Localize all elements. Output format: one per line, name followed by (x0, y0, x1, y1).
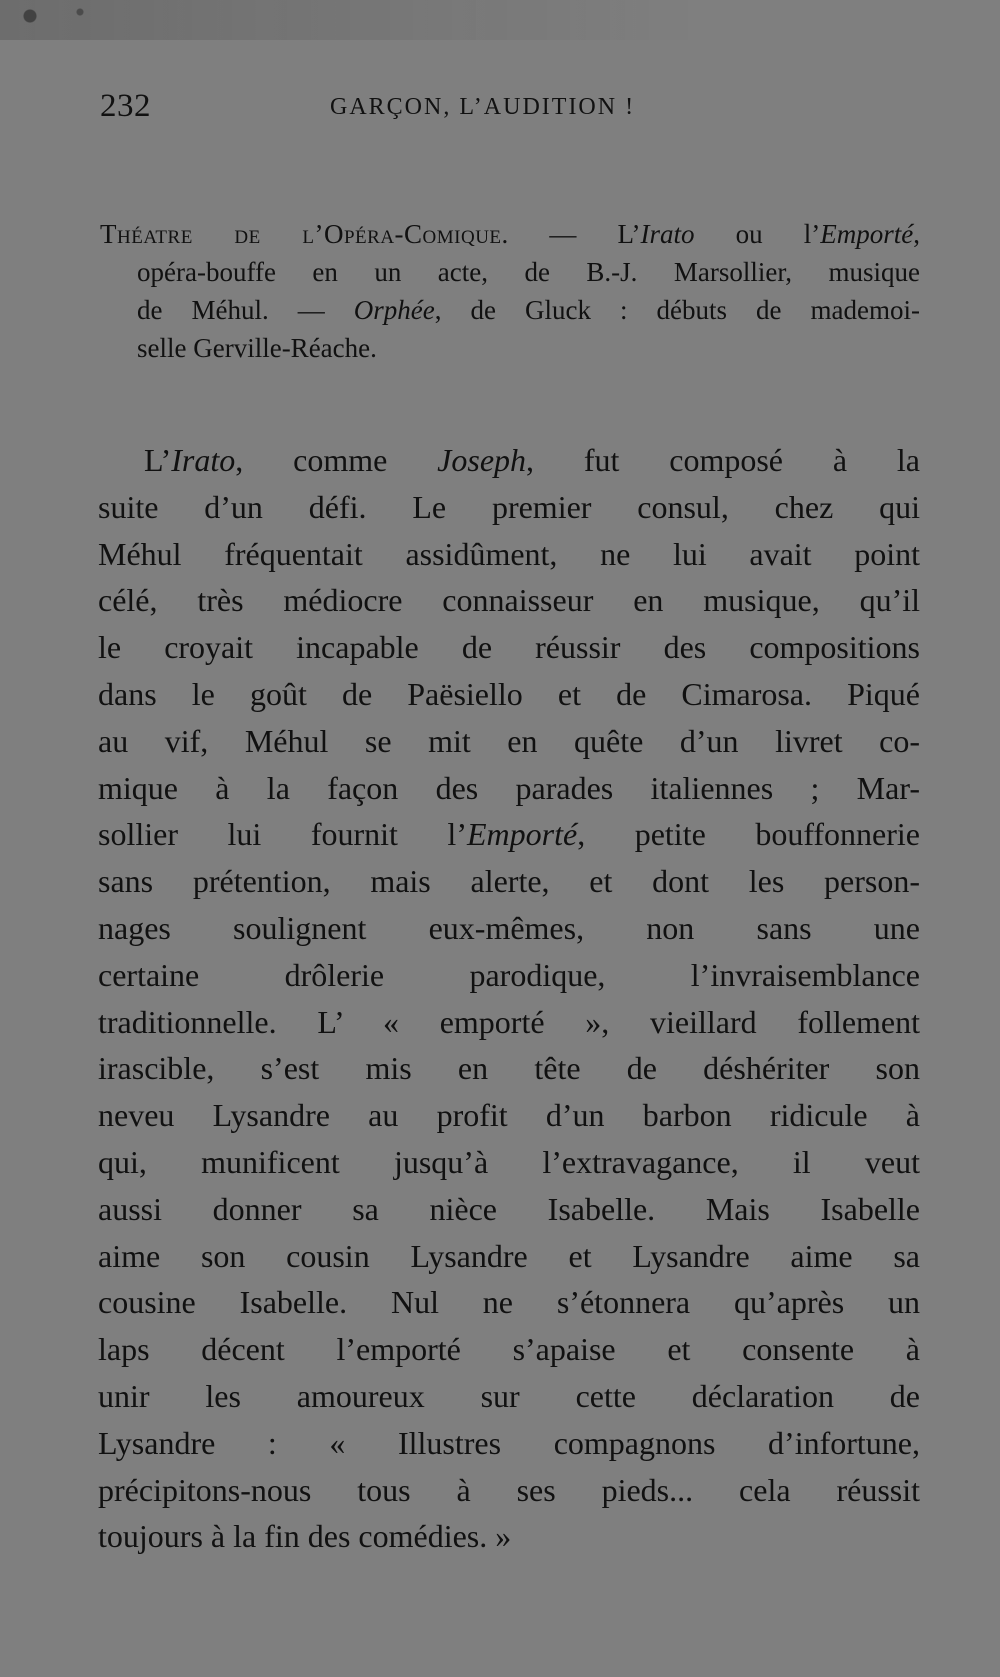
text-run: aussi donner sa nièce Isabelle. Mais Isabelle (98, 1190, 920, 1227)
paragraph-line (98, 1420, 920, 1467)
italic-title: Orphée (353, 295, 435, 325)
paragraph-line (98, 952, 920, 999)
text-run: sollier lui fournit l’ (98, 816, 467, 853)
text-run: Méhul fréquentait assidûment, ne lui avait point (98, 535, 920, 572)
text-run: précipitons-nous tous à ses pieds... cela réussit (98, 1471, 920, 1508)
paragraph-line (98, 1233, 920, 1280)
text-run: suite d’un défi. Le premier consul, chez qui (98, 488, 920, 525)
text-run: le croyait incapable de réussir des compositions (98, 629, 920, 666)
paragraph-line (98, 858, 920, 905)
text-run: ou l’ (694, 219, 821, 249)
text-run: célé, très médiocre connaisseur en musique, qu’il (98, 582, 920, 619)
paragraph-line (98, 765, 920, 812)
text-run: Lysandre : « Illustres compagnons d’infortune, (98, 1424, 920, 1461)
text-run: , comme (235, 442, 438, 478)
text-run: aime son cousin Lysandre et Lysandre aime sa (98, 1237, 920, 1274)
paragraph-line (98, 1279, 920, 1326)
text-run: au vif, Méhul se mit en quête d’un livret co- (98, 722, 920, 759)
performance-heading (100, 215, 920, 367)
paragraph-line (98, 1326, 920, 1373)
text-run: qui, munificent jusqu’à l’extravagance, il veut (98, 1143, 920, 1180)
heading-line (100, 291, 920, 329)
text-run: unir les amoureux sur cette déclaration de (98, 1377, 920, 1414)
paragraph-line (98, 531, 920, 578)
text-run: selle Gerville-Réache. (137, 333, 377, 363)
heading-line (100, 329, 920, 367)
paragraph-line (98, 624, 920, 671)
text-run: cousine Isabelle. Nul ne s’étonnera qu’après un (98, 1284, 920, 1321)
paragraph-line (98, 999, 920, 1046)
italic-title: Joseph (437, 442, 527, 478)
page-number: 232 (100, 88, 151, 124)
paragraph-line (98, 811, 920, 858)
body-paragraph (98, 437, 920, 1560)
italic-title: Emporté (466, 816, 578, 853)
text-run: , de Gluck : débuts de mademoi- (434, 295, 920, 325)
scan-artifact (0, 0, 1000, 40)
text-run: laps décent l’emporté s’apaise et consente à (98, 1331, 920, 1368)
italic-title: Irato (640, 219, 695, 249)
text-run: de Méhul. — (137, 295, 354, 325)
text-run: dans le goût de Paësiello et de Cimarosa. Piqué (98, 675, 920, 712)
text-run: , fut composé à la (526, 442, 921, 478)
paragraph-line (98, 437, 920, 484)
paragraph-line (98, 1045, 920, 1092)
text-run: opéra-bouffe en un acte, de B.-J. Marsollier, musique (137, 257, 920, 287)
text-run: . — L’ (501, 219, 641, 249)
paragraph-line (98, 577, 920, 624)
paragraph-line (98, 671, 920, 718)
italic-title: Irato (171, 442, 236, 478)
text-run: sans prétention, mais alerte, et dont les person- (98, 863, 920, 900)
text-run: mique à la façon des parades italiennes ; Mar- (98, 769, 920, 806)
heading-line (100, 253, 920, 291)
text-run: L’ (144, 442, 172, 478)
text-run: toujours à la fin des comédies. » (98, 1518, 512, 1555)
running-head (100, 88, 920, 128)
text-run: traditionnelle. L’ « emporté », vieillard follement (98, 1003, 920, 1040)
text-run: , (913, 219, 920, 249)
paragraph-line (98, 484, 920, 531)
paragraph-line (98, 1513, 920, 1560)
paragraph-line (98, 1373, 920, 1420)
text-run: irascible, s’est mis en tête de déshériter son (98, 1050, 920, 1087)
heading-line (100, 215, 920, 253)
text-run: , petite bouffonnerie (577, 816, 921, 853)
paragraph-line (98, 1467, 920, 1514)
paragraph-line (98, 718, 920, 765)
text-run: nages soulignent eux-mêmes, non sans une (98, 909, 920, 946)
paragraph-line (98, 905, 920, 952)
paragraph-line (98, 1092, 920, 1139)
text-run: certaine drôlerie parodique, l’invraisemblance (98, 956, 920, 993)
running-title: GARÇON, L’AUDITION ! (330, 94, 636, 120)
italic-title: Emporté (820, 219, 914, 249)
text-run: neveu Lysandre au profit d’un barbon ridicule à (98, 1097, 920, 1134)
paragraph-line (98, 1139, 920, 1186)
small-caps-text: Théatre de l’Opéra-Comique (100, 219, 502, 249)
paragraph-line (98, 1186, 920, 1233)
